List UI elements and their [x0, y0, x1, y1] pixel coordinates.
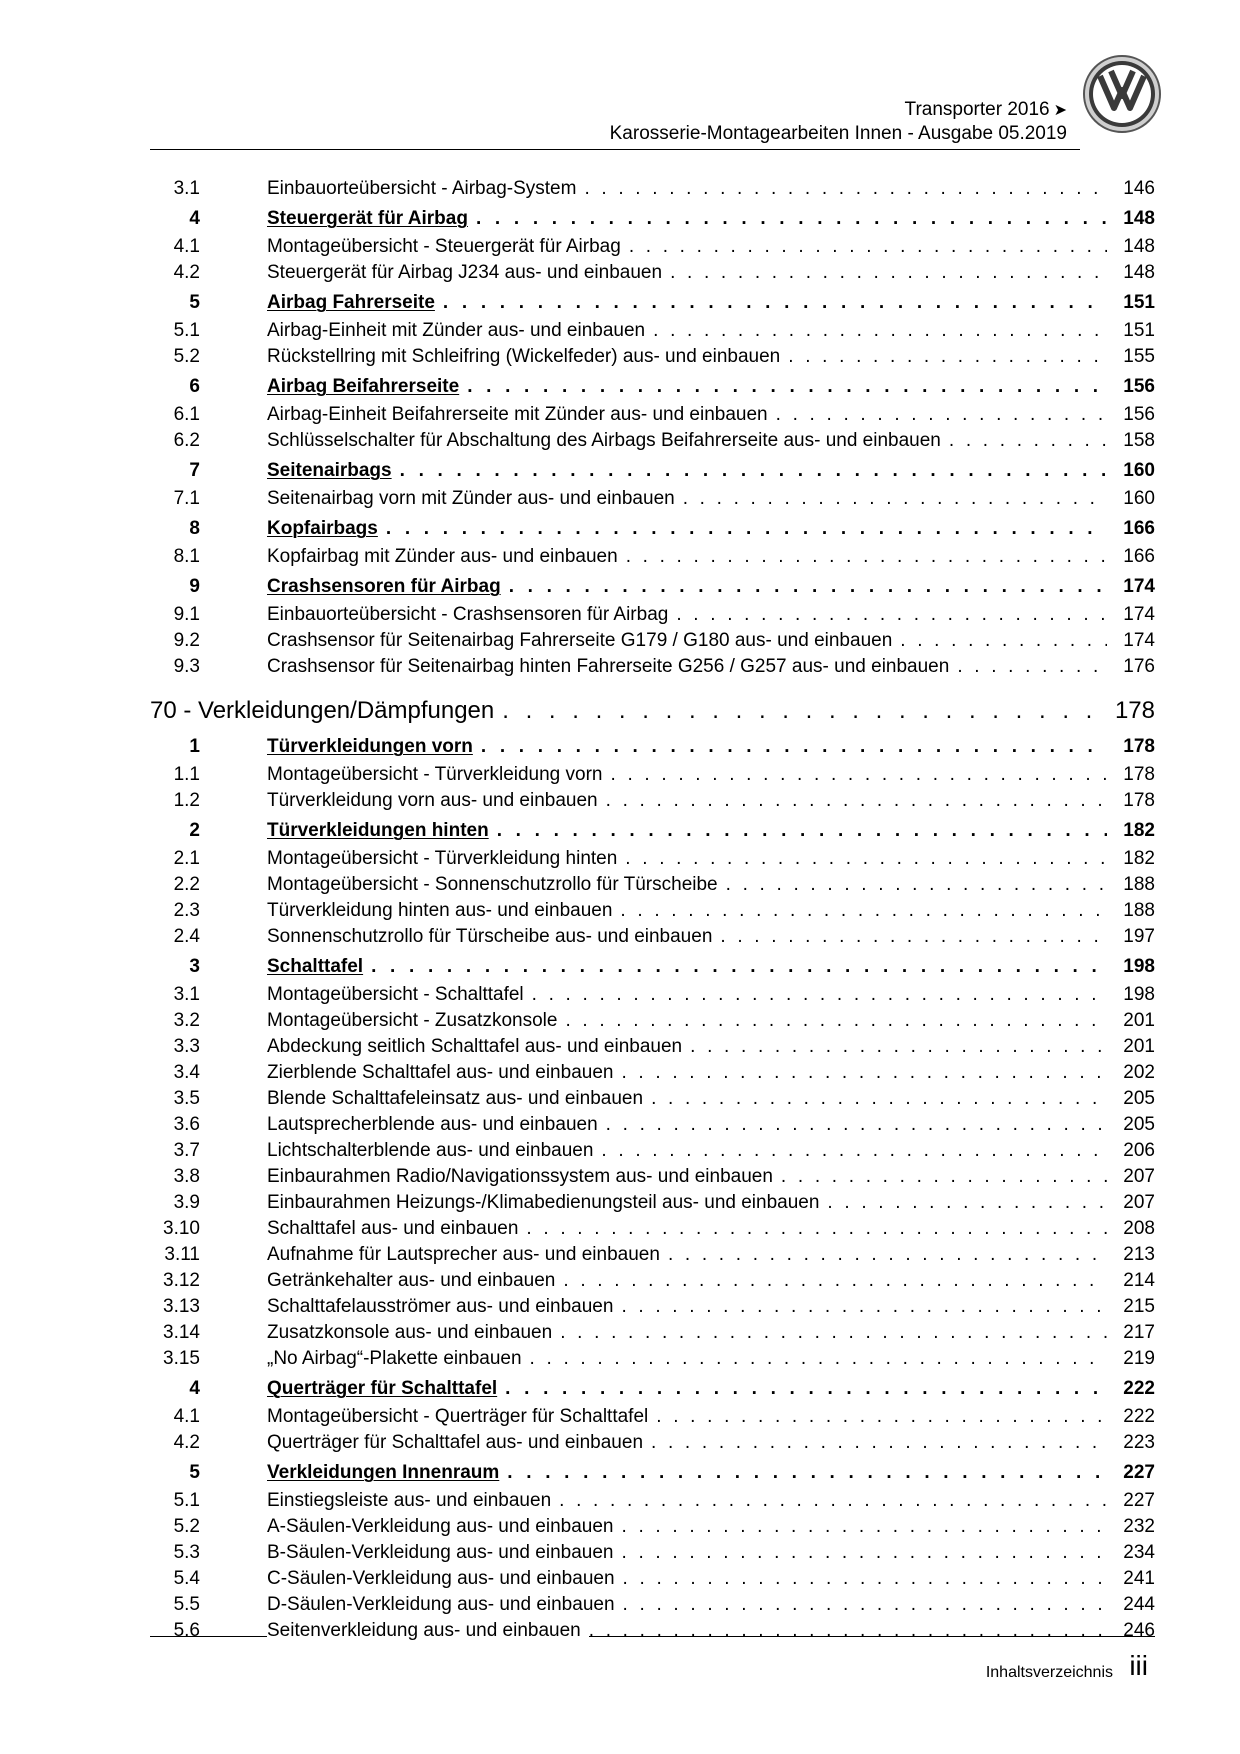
toc-entry-title: Montageübersicht - Querträger für Schalttafel [267, 1404, 656, 1430]
toc-leader-dots [443, 288, 1107, 318]
toc-entry-page: 166 [1107, 514, 1155, 544]
toc-entry-number: 3.1 [173, 984, 200, 1005]
toc-leader-dots [949, 428, 1107, 454]
toc-entry[interactable] [150, 1514, 1155, 1540]
toc-entry-page: 197 [1107, 924, 1155, 950]
toc-entry-page: 151 [1107, 318, 1155, 344]
toc-entry-number: 9 [189, 576, 200, 597]
toc-leader-dots [776, 402, 1107, 428]
toc-entry-page: 207 [1107, 1190, 1155, 1216]
toc-entry-title: B-Säulen-Verkleidung aus- und einbauen [267, 1540, 621, 1566]
toc-leader-dots [670, 260, 1107, 286]
toc-leader-dots [827, 1190, 1107, 1216]
toc-entry[interactable] [150, 898, 1155, 924]
toc-entry-number: 5.1 [173, 320, 200, 341]
toc-entry-page: 205 [1107, 1086, 1155, 1112]
toc-leader-dots [606, 788, 1107, 814]
toc-entry-number: 3.8 [173, 1166, 200, 1187]
toc-entry-number: 2 [189, 820, 200, 841]
toc-entry-page: 182 [1107, 816, 1155, 846]
toc-entry-number: 5.3 [173, 1542, 200, 1563]
header-arrow-icon: ➤ [1053, 102, 1067, 119]
toc-section[interactable] [150, 288, 1155, 318]
toc-entry-page: 217 [1107, 1320, 1155, 1346]
footer-page-number: iii [1129, 1650, 1148, 1681]
toc-entry-title: Seitenverkleidung aus- und einbauen [267, 1618, 589, 1644]
toc-leader-dots [563, 1268, 1107, 1294]
toc-entry-page: 246 [1107, 1618, 1155, 1644]
toc-entry-number: 6.1 [173, 404, 200, 425]
toc-entry-page: 174 [1107, 572, 1155, 602]
toc-leader-dots [720, 924, 1107, 950]
toc-entry-title: Blende Schalttafeleinsatz aus- und einbauen [267, 1086, 651, 1112]
toc-section[interactable] [150, 572, 1155, 602]
toc-entry-page: 205 [1107, 1112, 1155, 1138]
toc-entry-title: Einbaurahmen Heizungs-/Klimabedienungsteil aus- und einbauen [267, 1190, 827, 1216]
toc-entry-page: 178 [1107, 788, 1155, 814]
toc-leader-dots [476, 204, 1107, 234]
toc-leader-dots [386, 514, 1107, 544]
toc-leader-dots [620, 898, 1107, 924]
toc-entry-page: 178 [1107, 762, 1155, 788]
toc-entry-title: Abdeckung seitlich Schalttafel aus- und einbauen [267, 1034, 690, 1060]
toc-leader-dots [656, 1404, 1107, 1430]
toc-leader-dots [502, 692, 1107, 730]
toc-entry-page: 244 [1107, 1592, 1155, 1618]
toc-leader-dots [589, 1618, 1107, 1644]
toc-entry-number: 4.1 [173, 1406, 200, 1427]
toc-entry-number: 4 [189, 1378, 200, 1399]
toc-entry-title: Zusatzkonsole aus- und einbauen [267, 1320, 560, 1346]
toc-entry[interactable] [150, 924, 1155, 950]
toc-entry-page: 215 [1107, 1294, 1155, 1320]
toc-entry-number: 5.6 [173, 1620, 200, 1641]
toc-entry[interactable] [150, 1488, 1155, 1514]
toc-entry-number: 3.4 [173, 1062, 200, 1083]
toc-entry-number: 2.1 [173, 848, 200, 869]
toc-entry-number: 5.1 [173, 1490, 200, 1511]
toc-leader-dots [629, 234, 1107, 260]
toc-entry[interactable] [150, 1164, 1155, 1190]
toc-leader-dots [651, 1086, 1107, 1112]
toc-entry-title: 70 - Verkleidungen/Dämpfungen [150, 692, 502, 730]
toc-entry-number: 9.2 [173, 630, 200, 651]
toc-entry-title: Airbag-Einheit mit Zünder aus- und einbauen [267, 318, 653, 344]
toc-entry-number: 3.12 [163, 1270, 200, 1291]
toc-entry-title: Getränkehalter aus- und einbauen [267, 1268, 563, 1294]
toc-entry-page: 188 [1107, 898, 1155, 924]
toc-entry-title: Steuergerät für Airbag J234 aus- und einbauen [267, 260, 670, 286]
toc-entry-number: 3.5 [173, 1088, 200, 1109]
toc-entry-page: 148 [1107, 260, 1155, 286]
toc-entry[interactable] [150, 1112, 1155, 1138]
vw-logo-icon [1082, 54, 1162, 134]
toc-entry[interactable] [150, 1346, 1155, 1372]
toc-entry-page: 222 [1107, 1374, 1155, 1404]
toc-entry-page: 223 [1107, 1430, 1155, 1456]
toc-section[interactable] [150, 456, 1155, 486]
toc-entry-number: 9.3 [173, 656, 200, 677]
toc-entry-title: Steuergerät für Airbag [267, 204, 476, 234]
toc-entry-number: 3.6 [173, 1114, 200, 1135]
toc-entry-title: Querträger für Schalttafel aus- und einbauen [267, 1430, 651, 1456]
toc-leader-dots [584, 176, 1107, 202]
toc-entry-number: 7.1 [173, 488, 200, 509]
toc-entry-title: D-Säulen-Verkleidung aus- und einbauen [267, 1592, 623, 1618]
toc-section[interactable] [150, 952, 1155, 982]
footer-section-label: Inhaltsverzeichnis [985, 1664, 1113, 1681]
toc-entry-number: 3.9 [173, 1192, 200, 1213]
toc-entry[interactable] [150, 1190, 1155, 1216]
toc-entry-title: Airbag Beifahrerseite [267, 372, 467, 402]
toc-entry[interactable] [150, 1268, 1155, 1294]
toc-leader-dots [621, 1060, 1107, 1086]
toc-entry-page: 178 [1107, 732, 1155, 762]
toc-entry[interactable] [150, 1566, 1155, 1592]
toc-entry-number: 2.3 [173, 900, 200, 921]
toc-entry-title: Zierblende Schalttafel aus- und einbauen [267, 1060, 621, 1086]
toc-entry-number: 2.2 [173, 874, 200, 895]
toc-leader-dots [726, 872, 1107, 898]
toc-leader-dots [683, 486, 1107, 512]
toc-entry-page: 188 [1107, 872, 1155, 898]
toc-entry-title: Rückstellring mit Schleifring (Wickelfeder) aus- und einbauen [267, 344, 788, 370]
toc-leader-dots [900, 628, 1107, 654]
toc-entry[interactable] [150, 1138, 1155, 1164]
toc-entry-page: 158 [1107, 428, 1155, 454]
toc-entry-title: Schalttafel aus- und einbauen [267, 1216, 526, 1242]
toc-entry-number: 5 [189, 1462, 200, 1483]
toc-entry[interactable] [150, 318, 1155, 344]
table-of-contents [150, 176, 1155, 1644]
toc-entry-title: Montageübersicht - Türverkleidung hinten [267, 846, 625, 872]
toc-entry-number: 8.1 [173, 546, 200, 567]
toc-leader-dots [526, 1216, 1107, 1242]
toc-entry-number: 5.4 [173, 1568, 200, 1589]
toc-entry-title: „No Airbag“-Plakette einbauen [267, 1346, 530, 1372]
toc-entry-title: Querträger für Schalttafel [267, 1374, 505, 1404]
toc-entry-page: 155 [1107, 344, 1155, 370]
toc-entry-title: Crashsensor für Seitenairbag hinten Fahrerseite G256 / G257 aus- und einbauen [267, 654, 957, 680]
toc-entry-page: 208 [1107, 1216, 1155, 1242]
toc-leader-dots [606, 1112, 1107, 1138]
toc-entry-title: Seitenairbag vorn mit Zünder aus- und einbauen [267, 486, 683, 512]
toc-section[interactable] [150, 816, 1155, 846]
toc-entry-page: 160 [1107, 486, 1155, 512]
toc-leader-dots [781, 1164, 1107, 1190]
toc-entry-number: 5.2 [173, 346, 200, 367]
toc-entry-page: 201 [1107, 1034, 1155, 1060]
toc-entry-number: 3.3 [173, 1036, 200, 1057]
toc-leader-dots [651, 1430, 1107, 1456]
toc-entry-page: 207 [1107, 1164, 1155, 1190]
toc-entry-title: Sonnenschutzrollo für Türscheibe aus- und einbauen [267, 924, 720, 950]
toc-entry-page: 160 [1107, 456, 1155, 486]
toc-entry-number: 1 [189, 736, 200, 757]
toc-entry-title: Seitenairbags [267, 456, 400, 486]
toc-leader-dots [625, 846, 1107, 872]
toc-entry-number: 5.5 [173, 1594, 200, 1615]
toc-entry-title: Montageübersicht - Schalttafel [267, 982, 532, 1008]
toc-section[interactable] [150, 204, 1155, 234]
header-subtitle: Karosserie-Montagearbeiten Innen - Ausgabe 05.2019 [609, 123, 1067, 144]
toc-entry-number: 3.14 [163, 1322, 200, 1343]
toc-entry-title: Verkleidungen Innenraum [267, 1458, 507, 1488]
toc-section[interactable] [150, 732, 1155, 762]
toc-leader-dots [601, 1138, 1107, 1164]
toc-section[interactable] [150, 372, 1155, 402]
toc-entry-title: Lichtschalterblende aus- und einbauen [267, 1138, 601, 1164]
toc-entry-page: 222 [1107, 1404, 1155, 1430]
toc-leader-dots [653, 318, 1107, 344]
toc-entry[interactable] [150, 1540, 1155, 1566]
toc-entry-page: 202 [1107, 1060, 1155, 1086]
toc-entry-number: 3.11 [164, 1244, 200, 1265]
toc-entry-page: 219 [1107, 1346, 1155, 1372]
toc-entry-page: 232 [1107, 1514, 1155, 1540]
toc-entry-number: 3.7 [173, 1140, 200, 1161]
toc-entry-page: 227 [1107, 1458, 1155, 1488]
toc-entry-title: Einbauorteübersicht - Crashsensoren für Airbag [267, 602, 676, 628]
toc-entry-number: 1.2 [173, 790, 200, 811]
toc-leader-dots [676, 602, 1107, 628]
toc-entry-number: 3.15 [163, 1348, 200, 1369]
toc-chapter[interactable] [150, 692, 1155, 730]
toc-section[interactable] [150, 1374, 1155, 1404]
toc-entry-page: 148 [1107, 234, 1155, 260]
toc-leader-dots [505, 1374, 1107, 1404]
toc-entry-title: Schalttafelausströmer aus- und einbauen [267, 1294, 621, 1320]
toc-entry-number: 5 [189, 292, 200, 313]
toc-entry-title: Montageübersicht - Steuergerät für Airbag [267, 234, 629, 260]
toc-leader-dots [565, 1008, 1107, 1034]
toc-entry-number: 6 [189, 376, 200, 397]
toc-entry[interactable] [150, 402, 1155, 428]
toc-entry[interactable] [150, 788, 1155, 814]
toc-entry-title: Einstiegsleiste aus- und einbauen [267, 1488, 559, 1514]
toc-entry[interactable] [150, 544, 1155, 570]
toc-entry-number: 4.1 [173, 236, 200, 257]
toc-entry[interactable] [150, 628, 1155, 654]
toc-entry-page: 241 [1107, 1566, 1155, 1592]
toc-entry-number: 3.2 [173, 1010, 200, 1031]
toc-leader-dots [530, 1346, 1107, 1372]
toc-entry[interactable] [150, 1430, 1155, 1456]
toc-entry-title: Türverkleidung hinten aus- und einbauen [267, 898, 620, 924]
toc-entry-number: 2.4 [173, 926, 200, 947]
toc-entry-page: 148 [1107, 204, 1155, 234]
toc-leader-dots [509, 572, 1107, 602]
header-model [610, 98, 1067, 122]
toc-entry[interactable] [150, 486, 1155, 512]
toc-entry-page: 213 [1107, 1242, 1155, 1268]
toc-entry-title: Kopfairbag mit Zünder aus- und einbauen [267, 544, 626, 570]
toc-entry-number: 8 [189, 518, 200, 539]
toc-entry-page: 178 [1107, 692, 1155, 730]
toc-entry-number: 3.10 [163, 1218, 200, 1239]
toc-entry-number: 1.1 [173, 764, 200, 785]
toc-entry[interactable] [150, 1618, 1155, 1644]
toc-leader-dots [621, 1514, 1107, 1540]
toc-entry-number: 3.1 [173, 178, 200, 199]
toc-leader-dots [560, 1320, 1107, 1346]
toc-entry-number: 3.13 [163, 1296, 200, 1317]
toc-entry-number: 4.2 [173, 1432, 200, 1453]
toc-entry[interactable] [150, 1592, 1155, 1618]
toc-entry[interactable] [150, 1034, 1155, 1060]
toc-entry-title: Einbauorteübersicht - Airbag-System [267, 176, 584, 202]
toc-leader-dots [621, 1540, 1107, 1566]
toc-entry[interactable] [150, 1086, 1155, 1112]
toc-entry-title: Montageübersicht - Zusatzkonsole [267, 1008, 565, 1034]
toc-leader-dots [626, 544, 1107, 570]
toc-leader-dots [467, 372, 1107, 402]
toc-entry-page: 176 [1107, 654, 1155, 680]
toc-section[interactable] [150, 514, 1155, 544]
toc-entry-title: Türverkleidung vorn aus- und einbauen [267, 788, 606, 814]
toc-entry-page: 156 [1107, 372, 1155, 402]
toc-entry[interactable] [150, 762, 1155, 788]
toc-entry[interactable] [150, 982, 1155, 1008]
toc-entry-page: 166 [1107, 544, 1155, 570]
toc-leader-dots [690, 1034, 1107, 1060]
toc-entry-title: Montageübersicht - Türverkleidung vorn [267, 762, 611, 788]
toc-leader-dots [559, 1488, 1107, 1514]
toc-entry-page: 234 [1107, 1540, 1155, 1566]
toc-leader-dots [481, 732, 1107, 762]
toc-entry[interactable] [150, 654, 1155, 680]
toc-leader-dots [957, 654, 1107, 680]
toc-entry-title: A-Säulen-Verkleidung aus- und einbauen [267, 1514, 621, 1540]
toc-entry-page: 227 [1107, 1488, 1155, 1514]
toc-entry-page: 182 [1107, 846, 1155, 872]
toc-entry[interactable] [150, 234, 1155, 260]
toc-entry-page: 198 [1107, 952, 1155, 982]
toc-entry-title: Türverkleidungen hinten [267, 816, 497, 846]
toc-leader-dots [623, 1592, 1107, 1618]
toc-entry-number: 4 [189, 208, 200, 229]
toc-entry[interactable] [150, 1242, 1155, 1268]
toc-entry-page: 174 [1107, 602, 1155, 628]
toc-entry-page: 146 [1107, 176, 1155, 202]
toc-entry[interactable] [150, 176, 1155, 202]
toc-entry[interactable] [150, 1404, 1155, 1430]
toc-entry-title: Crashsensor für Seitenairbag Fahrerseite G179 / G180 aus- und einbauen [267, 628, 900, 654]
toc-leader-dots [497, 816, 1107, 846]
header-divider [150, 149, 1080, 150]
toc-leader-dots [623, 1566, 1107, 1592]
toc-entry[interactable] [150, 1216, 1155, 1242]
toc-leader-dots [611, 762, 1108, 788]
toc-leader-dots [371, 952, 1107, 982]
toc-leader-dots [507, 1458, 1107, 1488]
toc-entry-title: Aufnahme für Lautsprecher aus- und einbauen [267, 1242, 668, 1268]
toc-entry-title: Türverkleidungen vorn [267, 732, 481, 762]
toc-entry-title: Einbaurahmen Radio/Navigationssystem aus- und einbauen [267, 1164, 781, 1190]
toc-entry[interactable] [150, 846, 1155, 872]
toc-entry[interactable] [150, 1294, 1155, 1320]
toc-entry-number: 7 [189, 460, 200, 481]
toc-entry-number: 5.2 [173, 1516, 200, 1537]
toc-entry-number: 4.2 [173, 262, 200, 283]
toc-entry-title: C-Säulen-Verkleidung aus- und einbauen [267, 1566, 623, 1592]
toc-leader-dots [788, 344, 1107, 370]
toc-entry-page: 198 [1107, 982, 1155, 1008]
toc-leader-dots [532, 982, 1107, 1008]
toc-entry-page: 151 [1107, 288, 1155, 318]
toc-entry[interactable] [150, 1060, 1155, 1086]
toc-entry[interactable] [150, 1320, 1155, 1346]
page-header [610, 98, 1067, 145]
toc-entry-title: Schlüsselschalter für Abschaltung des Airbags Beifahrerseite aus- und einbauen [267, 428, 949, 454]
toc-entry-title: Montageübersicht - Sonnenschutzrollo für Türscheibe [267, 872, 726, 898]
toc-entry[interactable] [150, 428, 1155, 454]
toc-entry-title: Crashsensoren für Airbag [267, 572, 509, 602]
toc-section[interactable] [150, 1458, 1155, 1488]
toc-entry-number: 6.2 [173, 430, 200, 451]
toc-entry[interactable] [150, 260, 1155, 286]
toc-entry-title: Kopfairbags [267, 514, 386, 544]
header-model-text: Transporter 2016 [904, 99, 1050, 120]
toc-entry-number: 9.1 [173, 604, 200, 625]
toc-entry-page: 201 [1107, 1008, 1155, 1034]
toc-leader-dots [400, 456, 1107, 486]
toc-entry-page: 174 [1107, 628, 1155, 654]
toc-entry-title: Airbag Fahrerseite [267, 288, 443, 318]
toc-entry-page: 214 [1107, 1268, 1155, 1294]
toc-entry[interactable] [150, 872, 1155, 898]
toc-entry-page: 206 [1107, 1138, 1155, 1164]
toc-entry[interactable] [150, 344, 1155, 370]
toc-entry[interactable] [150, 602, 1155, 628]
toc-leader-dots [621, 1294, 1107, 1320]
toc-entry-page: 156 [1107, 402, 1155, 428]
toc-entry-title: Schalttafel [267, 952, 371, 982]
toc-leader-dots [668, 1242, 1107, 1268]
toc-entry-title: Lautsprecherblende aus- und einbauen [267, 1112, 606, 1138]
toc-entry[interactable] [150, 1008, 1155, 1034]
toc-entry-title: Airbag-Einheit Beifahrerseite mit Zünder aus- und einbauen [267, 402, 776, 428]
toc-entry-number: 3 [189, 956, 200, 977]
